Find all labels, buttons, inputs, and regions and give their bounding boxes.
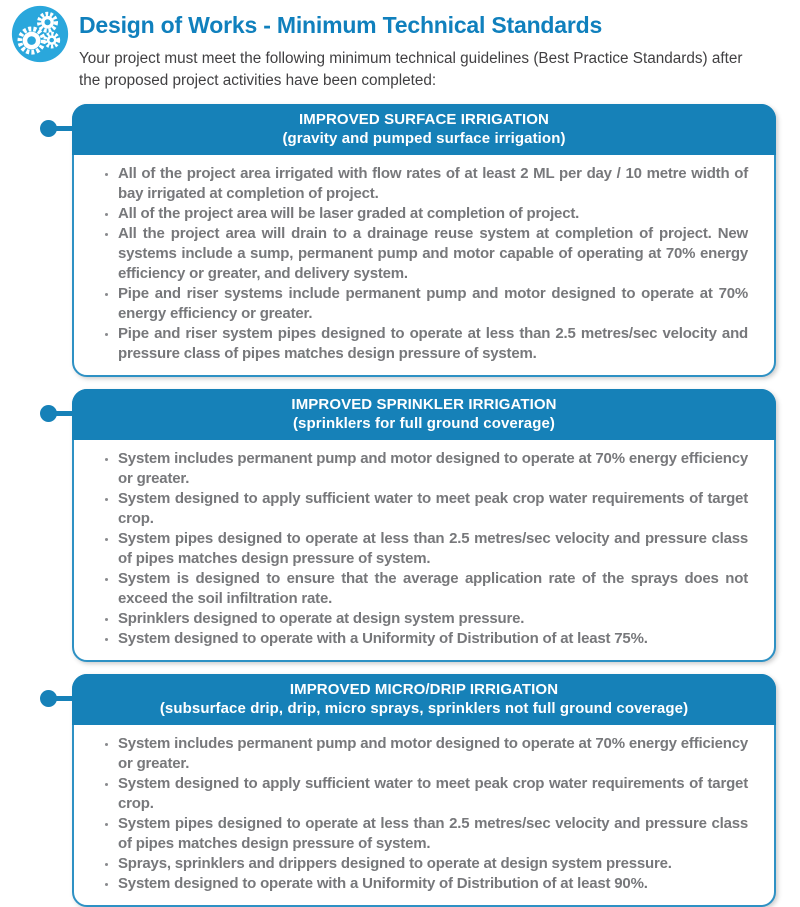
page-header xyxy=(0,0,800,92)
section-card xyxy=(72,674,776,907)
page-title: Design of Works - Minimum Technical Standards xyxy=(79,12,603,38)
bullet-item: • System is designed to ensure that the average application rate of the sprays does not exceed the soil infiltration rate. xyxy=(118,569,748,609)
bullet-list xyxy=(94,164,748,364)
bullet-list xyxy=(94,449,748,649)
section-connector xyxy=(40,405,74,421)
bullet-item: • System pipes designed to operate at less than 2.5 metres/sec velocity and pressure class of pipes matches design pressure of system. xyxy=(118,814,748,854)
bullet-item: • Sprays, sprinklers and drippers designed to operate at design system pressure. xyxy=(118,854,748,874)
section-card xyxy=(72,389,776,662)
connector-line xyxy=(48,411,74,416)
bullet-item: • System designed to apply sufficient water to meet peak crop water requirements of target crop. xyxy=(118,774,748,814)
bullet-item: • System designed to operate with a Uniformity of Distribution of at least 90%. xyxy=(118,874,748,894)
section-title: IMPROVED SURFACE IRRIGATION xyxy=(299,111,549,128)
section-header xyxy=(72,389,776,440)
bullet-item: • All the project area will drain to a drainage reuse system at completion of project. New systems include a sump, permanent pump and motor capable of operating at 70% energy efficiency or greater, and delivery system. xyxy=(118,224,748,284)
bullet-item: • System includes permanent pump and motor designed to operate at 70% energy efficiency or greater. xyxy=(118,449,748,489)
bullet-item: • Sprinklers designed to operate at design system pressure. xyxy=(118,609,748,629)
header-text xyxy=(79,4,767,92)
section-subtitle: (subsurface drip, drip, micro sprays, sprinklers not full ground coverage) xyxy=(159,700,689,717)
section-subtitle: (sprinklers for full ground coverage) xyxy=(292,415,556,432)
section-connector xyxy=(40,690,74,706)
section-card xyxy=(72,104,776,377)
intro-text: Your project must meet the following minimum technical guidelines (Best Practice Standards) after the proposed project activities have been completed: xyxy=(79,50,743,89)
sections xyxy=(72,104,776,907)
section-title: IMPROVED SPRINKLER IRRIGATION xyxy=(291,396,557,413)
bullet-item: • System includes permanent pump and motor designed to operate at 70% energy efficiency or greater. xyxy=(118,734,748,774)
connector-line xyxy=(48,696,74,701)
section-header xyxy=(72,674,776,725)
connector-line xyxy=(48,126,74,131)
bullet-item: • Pipe and riser system pipes designed to operate at less than 2.5 metres/sec velocity and pressure class of pipes matches design pressure of system. xyxy=(118,324,748,364)
section-connector xyxy=(40,120,74,136)
section-title: IMPROVED MICRO/DRIP IRRIGATION xyxy=(289,681,559,698)
section-header xyxy=(72,104,776,155)
bullet-item: • All of the project area irrigated with flow rates of at least 2 ML per day / 10 metre width of bay irrigated at completion of project. xyxy=(118,164,748,204)
bullet-item: • All of the project area will be laser graded at completion of project. xyxy=(118,204,748,224)
bullet-item: • System pipes designed to operate at less than 2.5 metres/sec velocity and pressure class of pipes matches design pressure of system. xyxy=(118,529,748,569)
bullet-item: • Pipe and riser systems include permanent pump and motor designed to operate at 70% energy efficiency or greater. xyxy=(118,284,748,324)
gears-icon xyxy=(10,4,70,64)
bullet-list xyxy=(94,734,748,894)
bullet-item: • System designed to operate with a Uniformity of Distribution of at least 75%. xyxy=(118,629,748,649)
bullet-item: • System designed to apply sufficient water to meet peak crop water requirements of target crop. xyxy=(118,489,748,529)
section-subtitle: (gravity and pumped surface irrigation) xyxy=(282,130,566,147)
